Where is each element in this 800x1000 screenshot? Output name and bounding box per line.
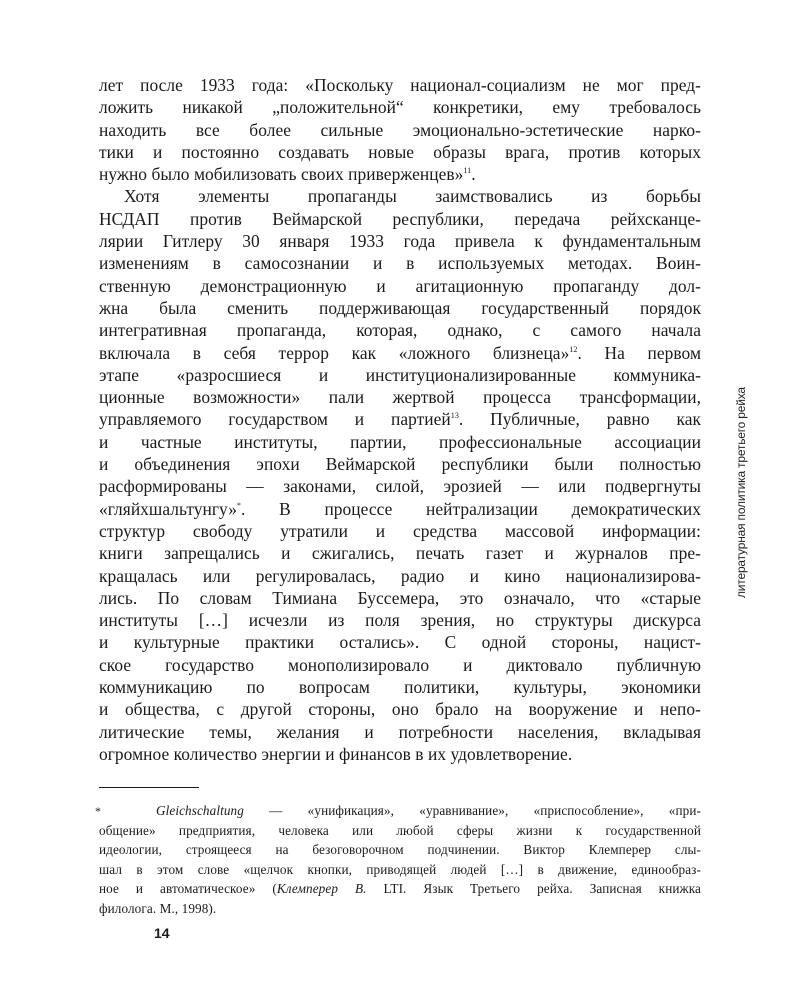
footnote-line: шал в этом слове «щелчок кнопки, приводящей людей […] в движение, единообраз- — [99, 861, 701, 877]
text-segment: . В процессе нейтрализации демократических — [241, 498, 701, 519]
footnote-ref-11[interactable]: 11 — [463, 166, 472, 176]
footnote-segment: ное и автоматическое» ( — [99, 881, 277, 897]
footnote-ref-star[interactable]: * — [236, 500, 242, 510]
footnote-term: Gleichschaltung — [156, 803, 244, 818]
running-head — [732, 387, 750, 600]
text-line — [99, 408, 701, 430]
footnote-segment: LTI. Язык Третьего рейха. Записная книжка — [366, 881, 701, 897]
text-line: расформированы — законами, силой, эрозией — или подвергнуты — [99, 476, 701, 497]
footnote-line: общение» предприятия, человека или любой сферы жизни к государственной — [99, 822, 701, 838]
text-line: книги запрещались и сжигались, печать газет и журналов пре- — [99, 543, 701, 564]
text-line: ственную демонстрационную и агитационную пропаганду дол- — [99, 275, 701, 296]
text-line — [99, 342, 701, 364]
text-line — [99, 185, 701, 207]
footnote-line: идеологии, строящееся на безоговорочном подчинении. Виктор Клемперер слы- — [99, 842, 701, 858]
text-line: коммуникацию по вопросам политики, культуры, экономики — [99, 677, 701, 698]
text-line: и культурные практики остались». С одной стороны, нацист- — [99, 632, 701, 653]
text-segment: Хотя элементы пропаганды заимствовались из борьбы — [124, 186, 701, 207]
text-line: лярии Гитлеру 30 января 1933 года привела к фундаментальным — [99, 231, 701, 252]
text-line: этапе «разросшиеся и институционализированные коммуника- — [99, 364, 701, 385]
text-line: литические темы, желания и потребности населения, вкладывая — [99, 721, 701, 742]
text-segment: управляемого государством и партией — [99, 409, 451, 430]
footnote-mark: * — [95, 804, 102, 818]
footnote — [95, 801, 701, 919]
text-line — [99, 498, 701, 520]
text-line: жна была сменить поддерживающая государственный порядок — [99, 297, 701, 318]
text-segment: включала в себя террор как «ложного близнеца» — [99, 342, 570, 363]
body-text — [99, 74, 701, 765]
text-segment: нужно было мобилизовать своих приверженцев» — [99, 164, 464, 185]
text-line: лись. По словам Тимиана Буссемера, это означало, что «старые — [99, 587, 701, 608]
text-line: находить все более сильные эмоционально-эстетические нарко- — [99, 119, 701, 140]
text-line: ционные возможности» пали жертвой процесса трансформации, — [99, 387, 701, 408]
footnote-cite-author: Клемперер В. — [276, 881, 367, 897]
text-line: НСДАП против Веймарской республики, передача рейхсканце- — [99, 208, 701, 229]
text-line: лет после 1933 года: «Поскольку национал-социализм не мог пред- — [99, 75, 701, 95]
text-segment: . На первом — [577, 342, 701, 363]
text-line: ское государство монополизировало и диктовало публичную — [99, 654, 701, 675]
footnote-segment: — «унификация», «уравнивание», «приспособление», «при- — [243, 803, 701, 818]
text-segment: . Публичные, равно как — [458, 409, 701, 430]
footnote-line — [99, 801, 701, 821]
text-line: интегративная пропаганда, которая, однако, с самого начала — [99, 320, 701, 341]
page-number: 14 — [154, 925, 170, 941]
text-line: и объединения эпохи Веймарской республики были полностью — [99, 454, 701, 475]
footnote-ref-13[interactable]: 13 — [450, 411, 459, 421]
text-line: тики и постоянно создавать новые образы врага, против которых — [99, 141, 701, 162]
text-line — [99, 163, 701, 185]
text-segment: . — [471, 164, 476, 185]
running-head-text: литературная политика третьего рейха — [734, 387, 748, 598]
text-line: кращалась или регулировалась, радио и кино национализирова- — [99, 565, 701, 586]
footnote-ref-12[interactable]: 12 — [569, 344, 578, 354]
text-segment: «гляйхшальтунгу» — [99, 498, 237, 519]
footnote-line — [99, 879, 701, 899]
text-line: и общества, с другой стороны, оно брало на вооружение и непо- — [99, 699, 701, 720]
footnote-line: филолога. М., 1998). — [99, 900, 217, 916]
text-line: и частные институты, партии, профессиональные ассоциации — [99, 431, 701, 452]
text-line: изменениям в самосознании и в используемых методах. Воин- — [99, 253, 701, 274]
footnote-divider — [99, 787, 199, 788]
text-line: огромное количество энергии и финансов в их удовлетворение. — [99, 743, 573, 764]
text-line: институты […] исчезли из поля зрения, но структуры дискурса — [99, 610, 701, 631]
text-line: структур свободу утратили и средства массовой информации: — [99, 520, 701, 541]
text-line: ложить никакой „положительной“ конкретики, ему требовалось — [99, 97, 701, 118]
